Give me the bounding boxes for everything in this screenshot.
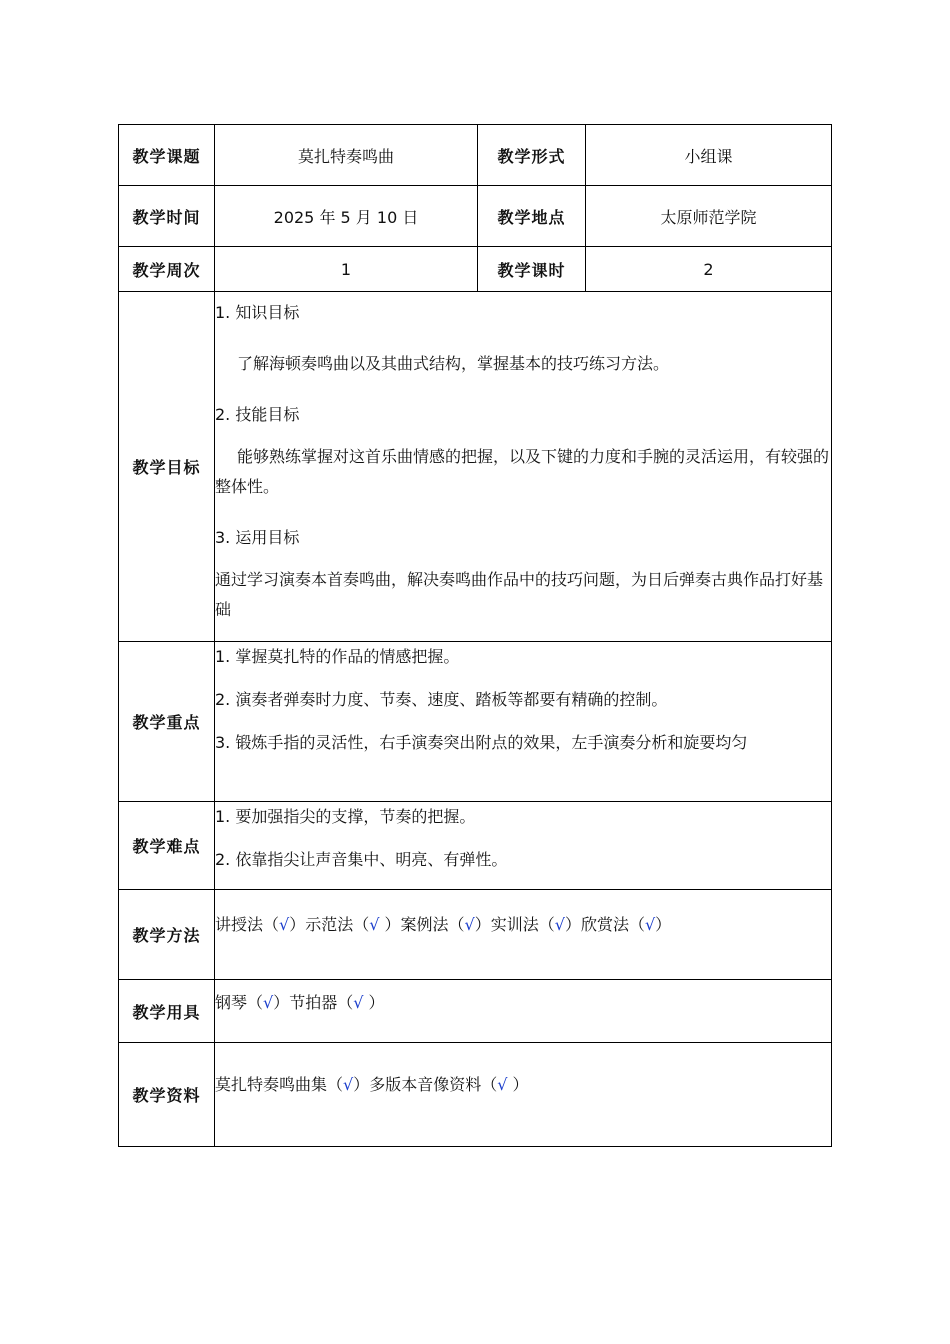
materials-content — [215, 1043, 832, 1147]
row-topic — [119, 125, 832, 186]
key-point-item: 1. 掌握莫扎特的作品的情感把握。 — [215, 647, 460, 666]
material-sonata-collection: 莫扎特奏鸣曲集（ — [215, 1075, 344, 1094]
tools-content — [215, 980, 832, 1043]
method-end: ） — [655, 915, 672, 934]
label-week: 教学周次 — [119, 247, 215, 292]
tool-metronome: ）节拍器（ — [273, 993, 354, 1012]
method-demo: ）示范法（ — [289, 915, 370, 934]
check-icon: √ — [644, 915, 656, 934]
value-hours: 2 — [586, 247, 832, 292]
goal-skill-text: 能够熟练掌握对这首乐曲情感的把握，以及下键的力度和手腕的灵活运用，有较强的整体性。 — [215, 447, 830, 496]
difficulties-content — [215, 802, 832, 890]
value-time: 2025 年 5 月 10 日 — [215, 186, 478, 247]
label-format: 教学形式 — [478, 125, 586, 186]
check-icon: √ — [497, 1075, 508, 1094]
check-icon: √ — [343, 1075, 354, 1094]
goal-knowledge-heading: 1. 知识目标 — [215, 303, 300, 322]
label-tools: 教学用具 — [119, 980, 215, 1043]
label-materials: 教学资料 — [119, 1043, 215, 1147]
goal-application-text: 通过学习演奏本首奏鸣曲，解决奏鸣曲作品中的技巧问题，为日后弹奏古典作品打好基础 — [215, 570, 824, 619]
value-location: 太原师范学院 — [586, 186, 832, 247]
row-time — [119, 186, 832, 247]
row-goals — [119, 292, 832, 642]
label-location: 教学地点 — [478, 186, 586, 247]
methods-content — [215, 890, 832, 980]
check-icon: √ — [279, 915, 290, 934]
row-tools — [119, 980, 832, 1043]
goal-knowledge-text: 了解海顿奏鸣曲以及其曲式结构，掌握基本的技巧练习方法。 — [237, 354, 670, 373]
value-topic: 莫扎特奏鸣曲 — [215, 125, 478, 186]
check-icon: √ — [554, 915, 565, 934]
value-week: 1 — [215, 247, 478, 292]
label-topic: 教学课题 — [119, 125, 215, 186]
row-week — [119, 247, 832, 292]
key-points-content — [215, 642, 832, 802]
key-point-item: 2. 演奏者弹奏时力度、节奏、速度、踏板等都要有精确的控制。 — [215, 690, 668, 709]
row-materials — [119, 1043, 832, 1147]
tool-piano: 钢琴（ — [215, 993, 264, 1012]
label-hours: 教学课时 — [478, 247, 586, 292]
method-lecture: 讲授法（ — [215, 915, 280, 934]
check-icon: √ — [353, 993, 364, 1012]
key-point-item: 3. 锻炼手指的灵活性，右手演奏突出附点的效果，左手演奏分析和旋要均匀 — [215, 733, 748, 752]
row-methods — [119, 890, 832, 980]
method-case: ）案例法（ — [379, 915, 465, 934]
goal-skill-heading: 2. 技能目标 — [215, 405, 300, 424]
label-goals: 教学目标 — [119, 292, 215, 642]
row-difficulties — [119, 802, 832, 890]
difficulty-item: 2. 依靠指尖让声音集中、明亮、有弹性。 — [215, 850, 508, 869]
check-icon: √ — [369, 915, 380, 934]
check-icon: √ — [464, 915, 475, 934]
lesson-plan-table — [118, 124, 832, 1147]
label-key-points: 教学重点 — [119, 642, 215, 802]
check-icon: √ — [263, 993, 274, 1012]
label-methods: 教学方法 — [119, 890, 215, 980]
row-key-points — [119, 642, 832, 802]
value-format: 小组课 — [586, 125, 832, 186]
label-time: 教学时间 — [119, 186, 215, 247]
goals-content — [215, 292, 832, 642]
difficulty-item: 1. 要加强指尖的支撑，节奏的把握。 — [215, 807, 476, 826]
tool-end: ） — [363, 993, 385, 1012]
method-training: ）实训法（ — [474, 915, 555, 934]
goal-application-heading: 3. 运用目标 — [215, 528, 300, 547]
method-appreciation: ）欣赏法（ — [564, 915, 645, 934]
material-end: ） — [507, 1075, 529, 1094]
label-difficulties: 教学难点 — [119, 802, 215, 890]
material-audio-video: ）多版本音像资料（ — [353, 1075, 498, 1094]
